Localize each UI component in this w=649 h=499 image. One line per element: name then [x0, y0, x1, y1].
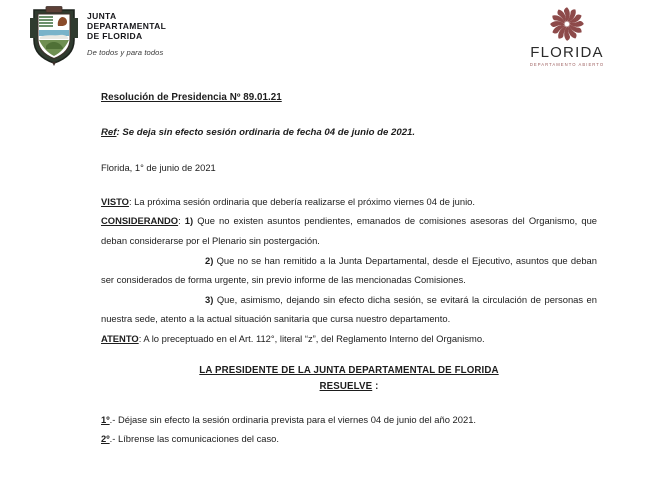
resolution-item-1-number: 1º [101, 413, 110, 425]
considerando-colon: : [178, 215, 185, 227]
resuelve-colon: : [372, 381, 379, 393]
spacer [101, 349, 597, 363]
document-reference-line [101, 123, 597, 143]
atento-paragraph [101, 329, 597, 349]
atento-label: ATENTO [101, 332, 139, 344]
logo-line-3: DE FLORIDA [87, 31, 143, 42]
resolution-item-2-number: 2º [101, 433, 110, 445]
considerando-item-1-number: 1) [184, 215, 194, 227]
considerando-item-2-number: 2) [205, 254, 214, 266]
considerando-item-2-text: Que no se han remitido a la Junta Departamental, desde el Ejecutivo, asuntos que deban ser considerados de forma urgente, sin previo informe de las mencionadas Comisiones. [101, 254, 597, 286]
junta-departamental-logo-text [87, 11, 166, 57]
ref-label: Ref [101, 126, 117, 138]
resolution-item-2-text: .- Líbrense las comunicaciones del caso. [109, 433, 279, 445]
junta-departamental-florida-crest-icon [28, 6, 80, 66]
document-header [0, 0, 649, 78]
visto-paragraph [101, 192, 597, 212]
place-and-date: Florida, 1° de junio de 2021 [101, 162, 216, 174]
spacer [101, 178, 597, 192]
spacer [101, 396, 597, 410]
atento-text: : A lo preceptuado en el Art. 112°, literal “z”, del Reglamento Interno del Organismo. [138, 332, 485, 344]
considerando-item-1-text: Que no existen asuntos pendientes, emanados de comisiones asesoras del Organismo, que deban considerarse por el Plenario sin postergación. [101, 215, 597, 246]
visto-label: VISTO [101, 195, 129, 207]
resuelve-word: RESUELVE [319, 381, 373, 393]
visto-text: : La próxima sesión ordinaria que debería realizarse el próximo viernes 04 de junio. [128, 195, 475, 207]
logo-line-2: DEPARTAMENTAL [87, 21, 167, 32]
ref-text: : Se deja sin efecto sesión ordinaria de fecha 04 de junio de 2021. [116, 126, 416, 138]
logo-slogan: De todos y para todos [87, 47, 164, 57]
florida-tagline-text: DEPARTAMENTO ABIERTO [529, 62, 605, 67]
logo-line-1: JUNTA [87, 11, 117, 21]
considerando-paragraph-1 [101, 211, 597, 250]
resolution-heading-line-1 [101, 363, 597, 380]
resolution-item-1 [101, 410, 597, 430]
resolution-item-2 [101, 429, 597, 449]
considerando-paragraph-3 [101, 290, 597, 329]
resolution-heading-line-2 [101, 379, 597, 396]
considerando-item-3-text: Que, asimismo, dejando sin efecto dicha sesión, se evitará la circulación de personas en nuestra sede, atento a la actual situación sanitaria que cursa nuestro departamento. [101, 293, 597, 325]
considerando-paragraph-2 [101, 251, 597, 290]
considerando-label: CONSIDERANDO [101, 215, 179, 227]
florida-brand-text: FLORIDA [530, 44, 604, 61]
resolution-heading-line-1-text: LA PRESIDENTE DE LA JUNTA DEPARTAMENTAL DE FLORIDA [199, 364, 499, 376]
considerando-item-3-number: 3) [205, 293, 214, 305]
florida-departamento-abierto-logo [521, 4, 613, 67]
florida-sunburst-mark-icon [543, 4, 591, 44]
resolution-item-1-text: .- Déjase sin efecto la sesión ordinaria prevista para el viernes 04 de junio del año 2021. [109, 413, 477, 425]
document-title: Resolución de Presidencia Nº 89.01.21 [101, 92, 282, 103]
junta-departamental-logo [28, 6, 166, 66]
document-body [101, 88, 597, 449]
